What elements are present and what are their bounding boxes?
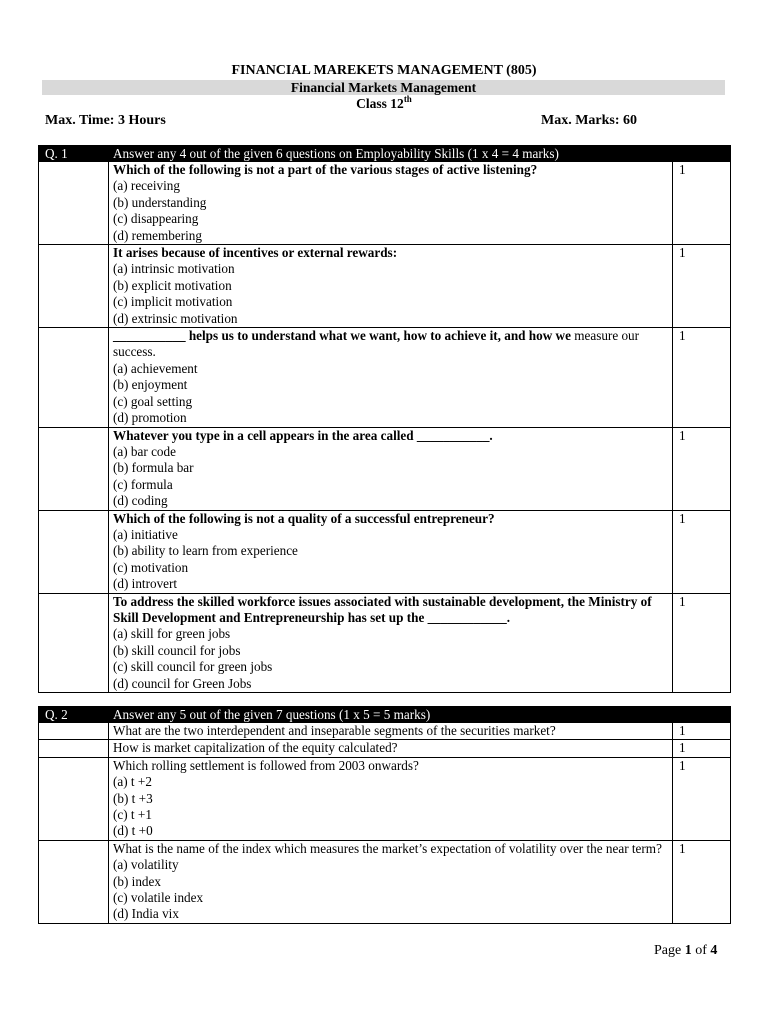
answer-option: (d) coding [113, 493, 168, 509]
question-marks: 1 [672, 723, 730, 740]
answer-option: (d) introvert [113, 576, 178, 592]
question-stem: How is market capitalization of the equity calculated? [113, 740, 398, 756]
question-stem: It arises because of incentives or external rewards: [113, 245, 398, 261]
answer-option: (a) initiative [113, 526, 178, 542]
answer-option: (c) t +1 [113, 807, 152, 823]
answer-option: (b) skill council for jobs [113, 642, 241, 658]
question-row [39, 427, 731, 510]
class-superscript: th [403, 93, 412, 104]
paper-subtitle: Financial Markets Management [42, 80, 725, 95]
question-stem: What are the two interdependent and inseparable segments of the securities market? [113, 723, 556, 738]
section-instruction: Answer any 5 out of the given 7 questions (1 x 5 = 5 marks) [109, 707, 731, 723]
question-marks: 1 [672, 840, 730, 923]
answer-option: (c) implicit motivation [113, 294, 233, 310]
class-label: Class 12 [356, 96, 404, 111]
page-total: 4 [710, 943, 718, 958]
answer-option: (b) understanding [113, 194, 207, 210]
question-marks: 1 [672, 757, 730, 840]
answer-option: (a) intrinsic motivation [113, 261, 235, 277]
question-stem-bold: ___________ helps us to understand what we want, how to achieve it, and how we [113, 328, 571, 344]
answer-option: (a) achievement [113, 360, 198, 376]
question-row [39, 723, 731, 740]
class-heading [0, 93, 768, 112]
question-stem-normal: measure our success. [113, 328, 640, 360]
answer-option: (b) enjoyment [113, 377, 188, 393]
page-current: 1 [684, 943, 692, 958]
answer-option: (c) motivation [113, 559, 189, 575]
max-time: Max. Time: 3 Hours [45, 113, 166, 128]
question-marks: 1 [672, 740, 730, 757]
answer-option: (b) explicit motivation [113, 277, 232, 293]
section-q2-table [38, 706, 731, 924]
answer-option: (a) volatility [113, 857, 179, 873]
section-instruction: Answer any 4 out of the given 6 questions on Employability Skills (1 x 4 = 4 marks) [109, 146, 731, 162]
section-number: Q. 1 [39, 146, 109, 162]
question-row [39, 740, 731, 757]
answer-option: (b) index [113, 873, 161, 889]
answer-option: (c) skill council for green jobs [113, 659, 273, 675]
question-row [39, 510, 731, 593]
question-row [39, 593, 731, 692]
question-row [39, 328, 731, 427]
section-q1-table [38, 145, 731, 693]
paper-title: FINANCIAL MAREKETS MANAGEMENT (805) [231, 63, 537, 78]
question-stem: Which rolling settlement is followed from 2003 onwards? [113, 757, 419, 773]
page-prefix: Page [654, 943, 685, 958]
question-row [39, 245, 731, 328]
question-row [39, 840, 731, 923]
answer-option: (d) promotion [113, 410, 187, 426]
max-marks: Max. Marks: 60 [541, 113, 638, 128]
answer-option: (a) skill for green jobs [113, 626, 231, 642]
page-number [654, 943, 717, 959]
answer-option: (c) volatile index [113, 890, 204, 906]
page-of: of [691, 943, 711, 958]
answer-option: (d) council for Green Jobs [113, 675, 252, 691]
answer-option: (c) disappearing [113, 211, 199, 227]
question-marks: 1 [672, 328, 730, 427]
question-stem: Which of the following is not a quality of a successful entrepreneur? [113, 510, 495, 526]
question-marks: 1 [672, 510, 730, 593]
answer-option: (d) India vix [113, 906, 179, 922]
question-stem: Whatever you type in a cell appears in the area called ___________. [113, 427, 493, 443]
section-number: Q. 2 [39, 707, 109, 723]
question-row [39, 162, 731, 245]
answer-option: (c) goal setting [113, 393, 193, 409]
answer-option: (d) t +0 [113, 823, 153, 839]
answer-option: (a) bar code [113, 443, 176, 459]
question-row [39, 757, 731, 840]
question-marks: 1 [672, 593, 730, 692]
answer-option: (d) extrinsic motivation [113, 310, 238, 326]
question-marks: 1 [672, 427, 730, 510]
question-marks: 1 [672, 245, 730, 328]
question-stem: Which of the following is not a part of the various stages of active listening? [113, 162, 538, 177]
answer-option: (a) receiving [113, 178, 180, 194]
answer-option: (c) formula [113, 476, 173, 492]
question-stem: To address the skilled workforce issues associated with sustainable development, the Ministry of Skill Development and Entrepreneurship has set up the ____________. [113, 593, 652, 625]
answer-option: (b) formula bar [113, 460, 194, 476]
question-stem: What is the name of the index which measures the market’s expectation of volatility over the near term? [113, 840, 662, 856]
answer-option: (d) remembering [113, 227, 202, 243]
section-header [39, 707, 731, 723]
answer-option: (b) t +3 [113, 790, 153, 806]
answer-option: (a) t +2 [113, 774, 152, 790]
question-marks: 1 [672, 162, 730, 245]
section-header [39, 146, 731, 162]
answer-option: (b) ability to learn from experience [113, 543, 298, 559]
